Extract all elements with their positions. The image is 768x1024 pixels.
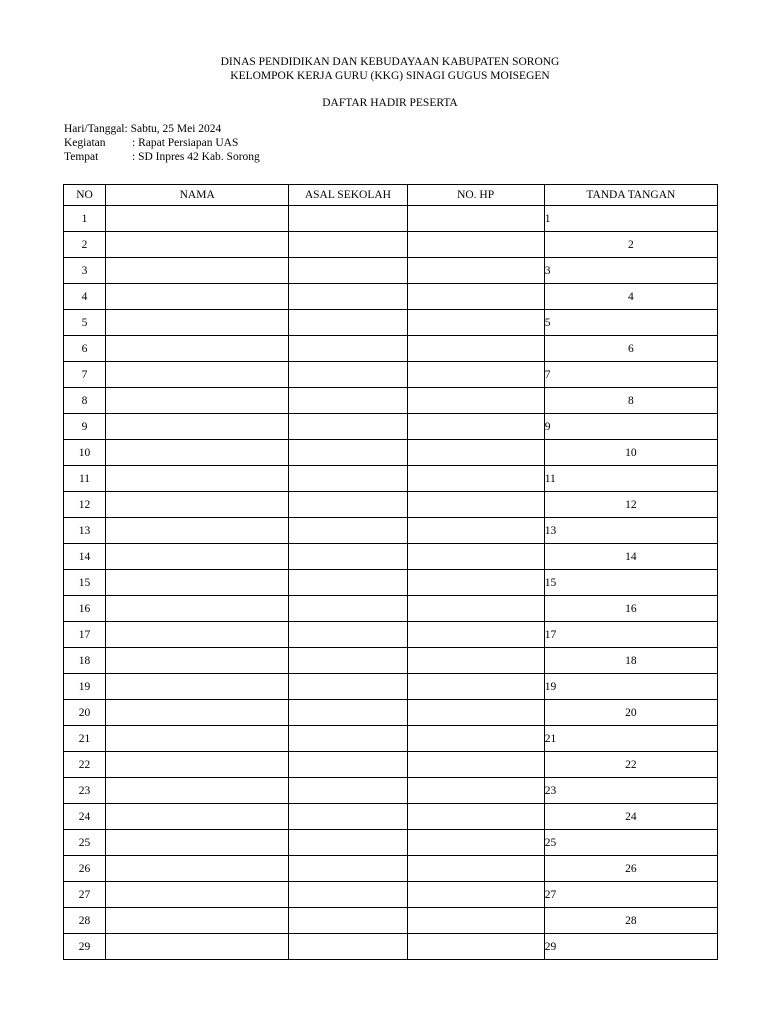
signature-number: 28 bbox=[625, 914, 637, 927]
asal-sekolah-cell[interactable] bbox=[289, 284, 407, 310]
row-number: 22 bbox=[64, 752, 106, 778]
no-hp-cell[interactable] bbox=[407, 596, 544, 622]
nama-cell[interactable] bbox=[106, 856, 289, 882]
row-number: 27 bbox=[64, 882, 106, 908]
table-body bbox=[64, 206, 718, 960]
signature-cell[interactable] bbox=[544, 596, 717, 622]
signature-cell[interactable] bbox=[544, 466, 717, 492]
signature-cell[interactable] bbox=[544, 258, 717, 284]
signature-cell[interactable] bbox=[544, 388, 717, 414]
signature-number: 1 bbox=[544, 212, 551, 225]
row-number: 5 bbox=[64, 310, 106, 336]
table-row bbox=[64, 414, 718, 440]
asal-sekolah-cell[interactable] bbox=[289, 440, 407, 466]
no-hp-cell[interactable] bbox=[407, 310, 544, 336]
table-header-row bbox=[64, 185, 718, 206]
signature-cell[interactable] bbox=[544, 648, 717, 674]
asal-sekolah-cell[interactable] bbox=[289, 570, 407, 596]
no-hp-cell[interactable] bbox=[407, 518, 544, 544]
nama-cell[interactable] bbox=[106, 804, 289, 830]
row-number: 20 bbox=[64, 700, 106, 726]
table-row bbox=[64, 804, 718, 830]
asal-sekolah-cell[interactable] bbox=[289, 336, 407, 362]
column-header-no: NO bbox=[64, 185, 106, 206]
signature-number: 2 bbox=[627, 238, 634, 251]
row-number: 17 bbox=[64, 622, 106, 648]
table-row bbox=[64, 700, 718, 726]
signature-number: 23 bbox=[544, 784, 557, 797]
table-row bbox=[64, 206, 718, 232]
signature-number: 15 bbox=[544, 576, 557, 589]
table-row bbox=[64, 258, 718, 284]
signature-cell[interactable] bbox=[544, 362, 717, 388]
signature-number: 29 bbox=[544, 940, 557, 953]
info-place bbox=[64, 150, 260, 164]
signature-cell[interactable] bbox=[544, 882, 717, 908]
info-date bbox=[64, 122, 221, 136]
nama-cell[interactable] bbox=[106, 518, 289, 544]
signature-cell[interactable] bbox=[544, 856, 717, 882]
no-hp-cell[interactable] bbox=[407, 856, 544, 882]
no-hp-cell[interactable] bbox=[407, 440, 544, 466]
signature-cell[interactable] bbox=[544, 908, 717, 934]
nama-cell[interactable] bbox=[106, 440, 289, 466]
nama-cell[interactable] bbox=[106, 622, 289, 648]
table-row bbox=[64, 284, 718, 310]
no-hp-cell[interactable] bbox=[407, 752, 544, 778]
signature-cell[interactable] bbox=[544, 752, 717, 778]
signature-number: 20 bbox=[625, 706, 637, 719]
signature-number: 12 bbox=[625, 498, 637, 511]
asal-sekolah-cell[interactable] bbox=[289, 882, 407, 908]
column-header-tanda-tangan: TANDA TANGAN bbox=[544, 185, 717, 206]
row-number: 15 bbox=[64, 570, 106, 596]
nama-cell[interactable] bbox=[106, 310, 289, 336]
nama-cell[interactable] bbox=[106, 830, 289, 856]
no-hp-cell[interactable] bbox=[407, 284, 544, 310]
asal-sekolah-cell[interactable] bbox=[289, 414, 407, 440]
signature-number: 22 bbox=[625, 758, 637, 771]
signature-number: 8 bbox=[627, 394, 634, 407]
signature-cell[interactable] bbox=[544, 544, 717, 570]
no-hp-cell[interactable] bbox=[407, 778, 544, 804]
signature-number: 14 bbox=[625, 550, 637, 563]
info-place-value: : SD Inpres 42 Kab. Sorong bbox=[132, 151, 260, 163]
signature-cell[interactable] bbox=[544, 440, 717, 466]
signature-cell[interactable] bbox=[544, 570, 717, 596]
table-row bbox=[64, 544, 718, 570]
table-row bbox=[64, 856, 718, 882]
signature-number: 3 bbox=[544, 264, 551, 277]
row-number: 12 bbox=[64, 492, 106, 518]
table-row bbox=[64, 596, 718, 622]
table-row bbox=[64, 674, 718, 700]
nama-cell[interactable] bbox=[106, 882, 289, 908]
signature-cell[interactable] bbox=[544, 804, 717, 830]
agency-name: DINAS PENDIDIKAN DAN KEBUDAYAAN KABUPATEN SORONG bbox=[220, 56, 560, 68]
nama-cell[interactable] bbox=[106, 362, 289, 388]
signature-number: 25 bbox=[544, 836, 557, 849]
signature-number: 9 bbox=[544, 420, 551, 433]
asal-sekolah-cell[interactable] bbox=[289, 778, 407, 804]
row-number: 19 bbox=[64, 674, 106, 700]
signature-number: 16 bbox=[625, 602, 637, 615]
nama-cell[interactable] bbox=[106, 492, 289, 518]
no-hp-cell[interactable] bbox=[407, 206, 544, 232]
row-number: 3 bbox=[64, 258, 106, 284]
no-hp-cell[interactable] bbox=[407, 674, 544, 700]
nama-cell[interactable] bbox=[106, 778, 289, 804]
asal-sekolah-cell[interactable] bbox=[289, 752, 407, 778]
no-hp-cell[interactable] bbox=[407, 882, 544, 908]
asal-sekolah-cell[interactable] bbox=[289, 388, 407, 414]
no-hp-cell[interactable] bbox=[407, 830, 544, 856]
signature-cell[interactable] bbox=[544, 830, 717, 856]
signature-number: 13 bbox=[544, 524, 557, 537]
asal-sekolah-cell[interactable] bbox=[289, 830, 407, 856]
document-title: DAFTAR HADIR PESERTA bbox=[322, 97, 458, 109]
asal-sekolah-cell[interactable] bbox=[289, 648, 407, 674]
no-hp-cell[interactable] bbox=[407, 414, 544, 440]
row-number: 24 bbox=[64, 804, 106, 830]
nama-cell[interactable] bbox=[106, 908, 289, 934]
row-number: 13 bbox=[64, 518, 106, 544]
nama-cell[interactable] bbox=[106, 388, 289, 414]
table-row bbox=[64, 830, 718, 856]
row-number: 10 bbox=[64, 440, 106, 466]
signature-cell[interactable] bbox=[544, 726, 717, 752]
column-header-asal-sekolah: ASAL SEKOLAH bbox=[289, 185, 407, 206]
nama-cell[interactable] bbox=[106, 466, 289, 492]
asal-sekolah-cell[interactable] bbox=[289, 518, 407, 544]
asal-sekolah-cell[interactable] bbox=[289, 206, 407, 232]
asal-sekolah-cell[interactable] bbox=[289, 544, 407, 570]
signature-number: 18 bbox=[625, 654, 637, 667]
signature-number: 11 bbox=[544, 472, 556, 485]
nama-cell[interactable] bbox=[106, 258, 289, 284]
signature-number: 21 bbox=[544, 732, 557, 745]
signature-cell[interactable] bbox=[544, 492, 717, 518]
nama-cell[interactable] bbox=[106, 232, 289, 258]
table-row bbox=[64, 882, 718, 908]
no-hp-cell[interactable] bbox=[407, 388, 544, 414]
row-number: 9 bbox=[64, 414, 106, 440]
no-hp-cell[interactable] bbox=[407, 908, 544, 934]
no-hp-cell[interactable] bbox=[407, 544, 544, 570]
asal-sekolah-cell[interactable] bbox=[289, 908, 407, 934]
table-row bbox=[64, 466, 718, 492]
asal-sekolah-cell[interactable] bbox=[289, 596, 407, 622]
no-hp-cell[interactable] bbox=[407, 570, 544, 596]
signature-cell[interactable] bbox=[544, 934, 717, 960]
row-number: 21 bbox=[64, 726, 106, 752]
table-row bbox=[64, 336, 718, 362]
row-number: 28 bbox=[64, 908, 106, 934]
signature-number: 19 bbox=[544, 680, 557, 693]
nama-cell[interactable] bbox=[106, 700, 289, 726]
no-hp-cell[interactable] bbox=[407, 934, 544, 960]
info-activity-value: : Rapat Persiapan UAS bbox=[132, 137, 239, 149]
nama-cell[interactable] bbox=[106, 544, 289, 570]
row-number: 8 bbox=[64, 388, 106, 414]
signature-number: 17 bbox=[544, 628, 557, 641]
table-row bbox=[64, 570, 718, 596]
table-row bbox=[64, 726, 718, 752]
info-date-label: Hari/Tanggal bbox=[64, 123, 125, 135]
column-header-no-hp: NO. HP bbox=[407, 185, 544, 206]
asal-sekolah-cell[interactable] bbox=[289, 492, 407, 518]
table-row bbox=[64, 362, 718, 388]
signature-number: 26 bbox=[625, 862, 637, 875]
signature-cell[interactable] bbox=[544, 674, 717, 700]
attendance-table bbox=[63, 184, 718, 960]
row-number: 18 bbox=[64, 648, 106, 674]
signature-cell[interactable] bbox=[544, 518, 717, 544]
nama-cell[interactable] bbox=[106, 674, 289, 700]
asal-sekolah-cell[interactable] bbox=[289, 804, 407, 830]
asal-sekolah-cell[interactable] bbox=[289, 362, 407, 388]
row-number: 16 bbox=[64, 596, 106, 622]
signature-cell[interactable] bbox=[544, 700, 717, 726]
no-hp-cell[interactable] bbox=[407, 466, 544, 492]
nama-cell[interactable] bbox=[106, 752, 289, 778]
signature-number: 10 bbox=[625, 446, 637, 459]
nama-cell[interactable] bbox=[106, 934, 289, 960]
table-row bbox=[64, 934, 718, 960]
no-hp-cell[interactable] bbox=[407, 258, 544, 284]
signature-number: 24 bbox=[625, 810, 637, 823]
asal-sekolah-cell[interactable] bbox=[289, 700, 407, 726]
no-hp-cell[interactable] bbox=[407, 362, 544, 388]
nama-cell[interactable] bbox=[106, 284, 289, 310]
info-place-label: Tempat bbox=[64, 151, 99, 163]
nama-cell[interactable] bbox=[106, 648, 289, 674]
table-row bbox=[64, 908, 718, 934]
signature-cell[interactable] bbox=[544, 284, 717, 310]
signature-cell[interactable] bbox=[544, 206, 717, 232]
no-hp-cell[interactable] bbox=[407, 622, 544, 648]
table-row bbox=[64, 752, 718, 778]
table-row bbox=[64, 518, 718, 544]
asal-sekolah-cell[interactable] bbox=[289, 232, 407, 258]
no-hp-cell[interactable] bbox=[407, 336, 544, 362]
nama-cell[interactable] bbox=[106, 570, 289, 596]
signature-number: 27 bbox=[544, 888, 557, 901]
asal-sekolah-cell[interactable] bbox=[289, 726, 407, 752]
signature-number: 7 bbox=[544, 368, 551, 381]
asal-sekolah-cell[interactable] bbox=[289, 674, 407, 700]
signature-number: 4 bbox=[627, 290, 634, 303]
no-hp-cell[interactable] bbox=[407, 648, 544, 674]
row-number: 29 bbox=[64, 934, 106, 960]
row-number: 11 bbox=[64, 466, 106, 492]
signature-cell[interactable] bbox=[544, 778, 717, 804]
nama-cell[interactable] bbox=[106, 596, 289, 622]
table-row bbox=[64, 622, 718, 648]
row-number: 14 bbox=[64, 544, 106, 570]
nama-cell[interactable] bbox=[106, 414, 289, 440]
no-hp-cell[interactable] bbox=[407, 492, 544, 518]
signature-number: 6 bbox=[627, 342, 634, 355]
signature-cell[interactable] bbox=[544, 414, 717, 440]
signature-cell[interactable] bbox=[544, 336, 717, 362]
table-row bbox=[64, 388, 718, 414]
signature-cell[interactable] bbox=[544, 232, 717, 258]
table-row bbox=[64, 492, 718, 518]
group-name: KELOMPOK KERJA GURU (KKG) SINAGI GUGUS MOISEGEN bbox=[230, 70, 550, 82]
table-row bbox=[64, 440, 718, 466]
asal-sekolah-cell[interactable] bbox=[289, 856, 407, 882]
nama-cell[interactable] bbox=[106, 726, 289, 752]
no-hp-cell[interactable] bbox=[407, 726, 544, 752]
row-number: 23 bbox=[64, 778, 106, 804]
table-row bbox=[64, 648, 718, 674]
table-row bbox=[64, 778, 718, 804]
info-date-value: : Sabtu, 25 Mei 2024 bbox=[124, 123, 222, 135]
row-number: 2 bbox=[64, 232, 106, 258]
asal-sekolah-cell[interactable] bbox=[289, 622, 407, 648]
nama-cell[interactable] bbox=[106, 336, 289, 362]
row-number: 7 bbox=[64, 362, 106, 388]
signature-number: 5 bbox=[544, 316, 551, 329]
column-header-nama: NAMA bbox=[106, 185, 289, 206]
asal-sekolah-cell[interactable] bbox=[289, 466, 407, 492]
row-number: 25 bbox=[64, 830, 106, 856]
asal-sekolah-cell[interactable] bbox=[289, 934, 407, 960]
signature-cell[interactable] bbox=[544, 622, 717, 648]
asal-sekolah-cell[interactable] bbox=[289, 310, 407, 336]
info-activity bbox=[64, 136, 238, 150]
row-number: 4 bbox=[64, 284, 106, 310]
row-number: 26 bbox=[64, 856, 106, 882]
nama-cell[interactable] bbox=[106, 206, 289, 232]
no-hp-cell[interactable] bbox=[407, 232, 544, 258]
table-row bbox=[64, 310, 718, 336]
info-activity-label: Kegiatan bbox=[64, 137, 106, 149]
signature-cell[interactable] bbox=[544, 310, 717, 336]
no-hp-cell[interactable] bbox=[407, 804, 544, 830]
no-hp-cell[interactable] bbox=[407, 700, 544, 726]
asal-sekolah-cell[interactable] bbox=[289, 258, 407, 284]
table-row bbox=[64, 232, 718, 258]
row-number: 1 bbox=[64, 206, 106, 232]
row-number: 6 bbox=[64, 336, 106, 362]
